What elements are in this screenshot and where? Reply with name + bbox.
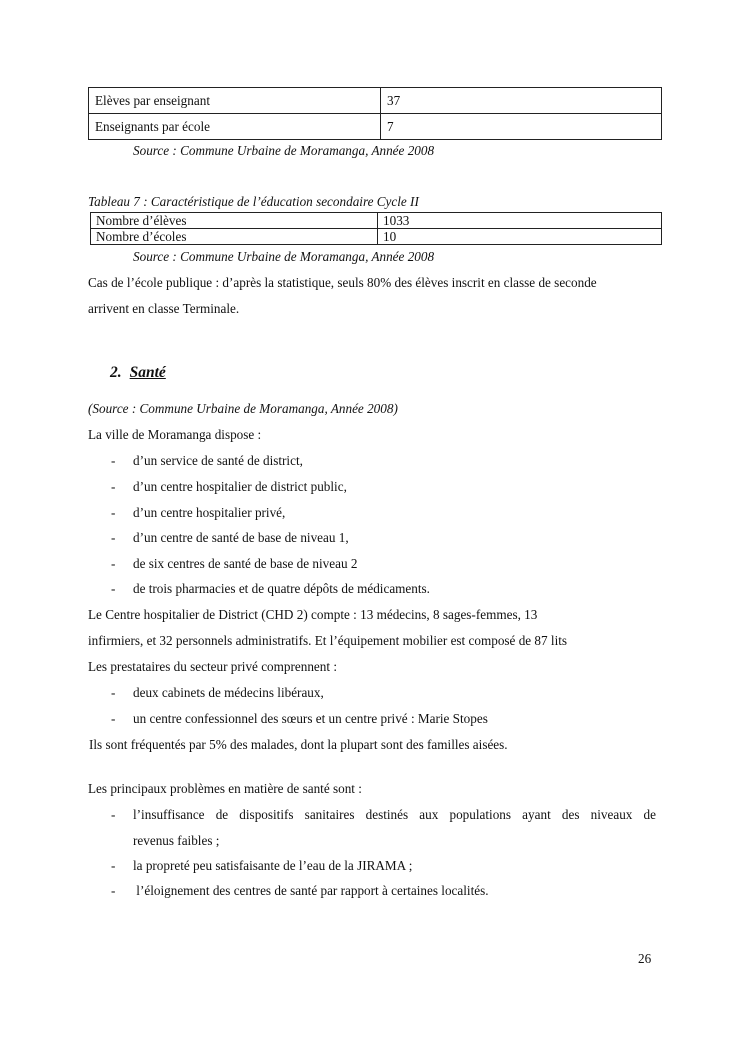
bullet-dash: - xyxy=(111,530,116,545)
table-caption: Tableau 7 : Caractéristique de l’éducation secondaire Cycle II xyxy=(88,194,419,209)
table-row xyxy=(91,229,662,245)
paragraph-line: infirmiers, et 32 personnels administratifs. Et l’équipement mobilier est composé de 87 lits xyxy=(88,633,568,648)
section-title: Santé xyxy=(129,364,166,381)
section-source: (Source : Commune Urbaine de Moramanga, Année 2008) xyxy=(88,401,398,416)
bullet-dash: - xyxy=(111,505,116,520)
list-item-text: de six centres de santé de base de niveau 2 xyxy=(133,556,358,571)
page-number: 26 xyxy=(638,951,652,966)
bullet-dash: - xyxy=(111,685,116,700)
bullet-dash: - xyxy=(111,883,116,898)
table-cell-label: Nombre d’écoles xyxy=(91,229,378,245)
list-item xyxy=(111,530,349,546)
list-item xyxy=(111,883,489,899)
table-cell-label: Enseignants par école xyxy=(89,114,381,140)
list-item-text: de trois pharmacies et de quatre dépôts de médicaments. xyxy=(133,581,430,596)
table-cell-value: 10 xyxy=(378,229,662,245)
list-item-text: d’un centre hospitalier privé, xyxy=(133,505,286,520)
section-number: 2. xyxy=(110,364,122,381)
list-item-text: l’éloignement des centres de santé par rapport à certaines localités. xyxy=(133,883,489,898)
bullet-dash: - xyxy=(111,581,116,596)
paragraph-line: La ville de Moramanga dispose : xyxy=(88,427,262,442)
bullet-dash: - xyxy=(111,858,116,873)
table-cell-label: Elèves par enseignant xyxy=(89,88,381,114)
table-secondary-education xyxy=(90,212,662,245)
list-item-text: d’un centre de santé de base de niveau 1, xyxy=(133,530,349,545)
list-item-text: deux cabinets de médecins libéraux, xyxy=(133,685,324,700)
list-item xyxy=(111,479,347,495)
bullet-dash: - xyxy=(111,453,116,468)
table-row xyxy=(89,114,662,140)
list-item-dash xyxy=(111,807,133,823)
list-item-text: revenus faibles ; xyxy=(133,833,220,848)
section-heading xyxy=(110,364,166,382)
bullet-dash: - xyxy=(111,479,116,494)
table-cell-value: 7 xyxy=(381,114,662,140)
paragraph-line: Cas de l’école publique : d’après la statistique, seuls 80% des élèves inscrit en classe de seconde xyxy=(88,275,597,290)
list-item xyxy=(111,453,303,469)
table-source: Source : Commune Urbaine de Moramanga, Année 2008 xyxy=(133,249,435,264)
bullet-dash: - xyxy=(111,556,116,571)
paragraph-line: Ils sont fréquentés par 5% des malades, dont la plupart sont des familles aisées. xyxy=(89,737,508,752)
table-teachers xyxy=(88,87,662,140)
list-item xyxy=(111,581,430,597)
table-row xyxy=(91,213,662,229)
table-cell-value: 37 xyxy=(381,88,662,114)
paragraph-line: arrivent en classe Terminale. xyxy=(88,301,240,316)
paragraph-line: Les principaux problèmes en matière de santé sont : xyxy=(88,781,362,796)
table-cell-label: Nombre d’élèves xyxy=(91,213,378,229)
list-item xyxy=(111,685,324,701)
list-item xyxy=(111,505,285,521)
list-item-text: d’un centre hospitalier de district public, xyxy=(133,479,347,494)
paragraph-line: Le Centre hospitalier de District (CHD 2) compte : 13 médecins, 8 sages-femmes, 13 xyxy=(88,607,538,622)
table-row xyxy=(89,88,662,114)
list-item xyxy=(111,858,412,874)
table-cell-value: 1033 xyxy=(378,213,662,229)
list-item xyxy=(111,556,357,572)
list-item-text: un centre confessionnel des sœurs et un centre privé : Marie Stopes xyxy=(133,711,488,726)
table-source: Source : Commune Urbaine de Moramanga, Année 2008 xyxy=(133,143,435,158)
list-item xyxy=(111,711,488,727)
bullet-dash: - xyxy=(111,807,116,822)
paragraph-line: Les prestataires du secteur privé comprennent : xyxy=(88,659,337,674)
list-item-text: la propreté peu satisfaisante de l’eau de la JIRAMA ; xyxy=(133,858,413,873)
list-item-text: d’un service de santé de district, xyxy=(133,453,303,468)
bullet-dash: - xyxy=(111,711,116,726)
list-item-text: l’insuffisance de dispositifs sanitaires destinés aux populations ayant des niveaux de xyxy=(133,807,656,822)
